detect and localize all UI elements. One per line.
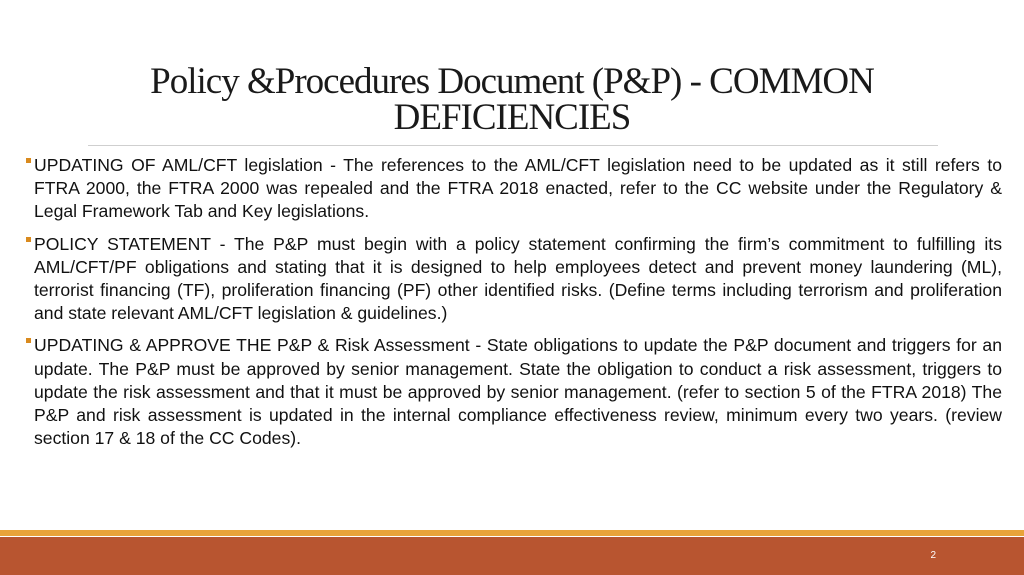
bullet-text: UPDATING OF AML/CFT legislation - The references to the AML/CFT legislation need to be updated as it still refers to FTRA 2000, the FTRA 2000 was repealed and the FTRA 2018 enacted, refer to the CC website under the Regulatory & Legal Framework Tab and Key legislations. <box>34 155 1002 222</box>
bullet-text: POLICY STATEMENT - The P&P must begin with a policy statement confirming the firm’s commitment to fulfilling its AML/CFT/PF obligations and stating that it is designed to help employees detect and prevent money laundering (ML), terrorist financing (TF), proliferation financing (PF) other identified risks. (Define terms including terrorism and proliferation and state relevant AML/CFT legislation & guidelines.) <box>34 233 1002 324</box>
page-number: 2 <box>930 550 936 561</box>
footer-bar <box>0 537 1024 575</box>
bullet-text: UPDATING & APPROVE THE P&P & Risk Assessment - State obligations to update the P&P document and triggers for an update. The P&P must be approved by senior management. State the obligation to conduct a risk assessment, triggers to update the risk assessment and that it must be approved by senior management. (refer to section 5 of the FTRA 2018) The P&P and risk assessment is updated in the internal compliance effectiveness review, minimum every two years. (review section 17 & 18 of the CC Codes). <box>34 335 1002 449</box>
slide-title-line-1: Policy &Procedures Document (P&P) - COMMON <box>150 61 874 102</box>
bullet-item-updating-approve <box>24 334 1002 450</box>
slide-title <box>88 61 936 138</box>
footer-accent-stripe <box>0 530 1024 536</box>
bullet-list <box>24 154 1002 459</box>
title-divider <box>88 145 938 146</box>
slide-title-line-2: DEFICIENCIES <box>393 97 631 138</box>
square-bullet-icon <box>26 338 31 343</box>
bullet-item-policy-statement <box>24 233 1002 326</box>
square-bullet-icon <box>26 158 31 163</box>
square-bullet-icon <box>26 237 31 242</box>
bullet-item-updating-legislation <box>24 154 1002 224</box>
